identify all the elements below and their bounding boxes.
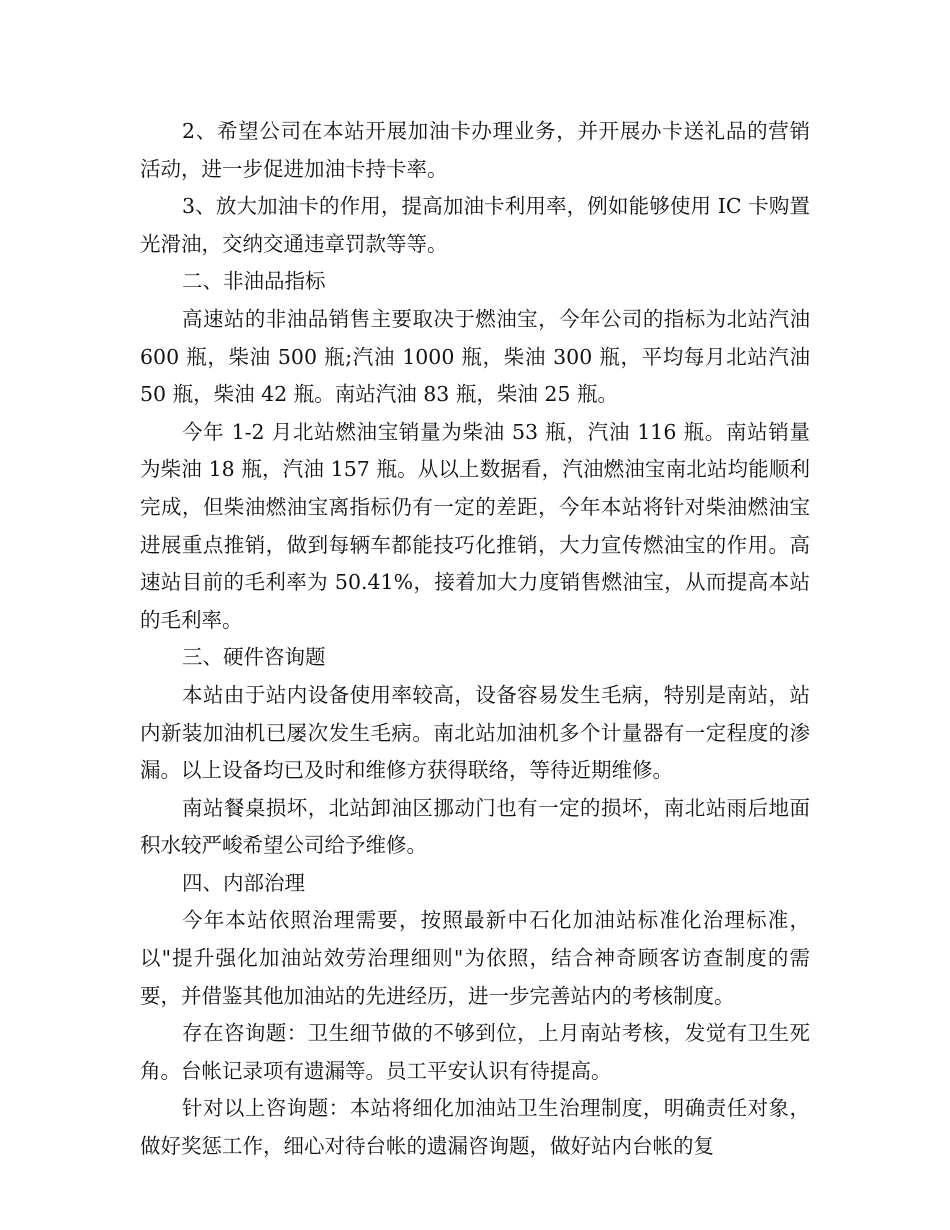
paragraph: 今年本站依照治理需要，按照最新中石化加油站标准化治理标准，以"提升强化加油站效劳治理细则"为依照，结合神奇顾客访查制度的需要，并借鉴其他加油站的先进经历，进一步完善站内的考核制度。 [140,908,810,1008]
paragraph: 高速站的非油品销售主要取决于燃油宝，今年公司的指标为北站汽油 600 瓶，柴油 500 瓶;汽油 1000 瓶，柴油 300 瓶，平均每月北站汽油 50 瓶，柴油 42 瓶。南站汽油 83 瓶，柴油 25 瓶。 [140,306,810,407]
paragraph: 3、放大加油卡的作用，提高加油卡利用率，例如能够使用 IC 卡购置光滑油，交纳交通违章罚款等等。 [140,194,810,256]
paragraph: 针对以上咨询题：本站将细化加油站卫生治理制度，明确责任对象，做好奖惩工作，细心对待台帐的遗漏咨询题，做好站内台帐的复 [140,1096,810,1159]
paragraph: 存在咨询题：卫生细节做的不够到位，上月南站考核，发觉有卫生死角。台帐记录项有遗漏等。员工平安认识有待提高。 [140,1021,810,1083]
section-heading: 四、内部治理 [182,870,305,895]
paragraph: 今年 1-2 月北站燃油宝销量为柴油 53 瓶，汽油 116 瓶。南站销量为柴油 18 瓶，汽油 157 瓶。从以上数据看，汽油燃油宝南北站均能顺利完成，但柴油燃油宝离指标仍有一定的差距，今年本站将针对柴油燃油宝进展重点推销，做到每辆车都能技巧化推销，大力宣传燃油宝的作用。高速站目前的毛利率为 50.41%，接着加大力度销售燃油宝，从而提高本站的毛利率。 [140,419,810,632]
paragraph: 南站餐桌损坏，北站卸油区挪动门也有一定的损坏，南北站雨后地面积水较严峻希望公司给予维修。 [140,795,810,858]
document-body [140,113,810,1166]
section-heading: 二、非油品指标 [182,269,326,294]
paragraph: 2、希望公司在本站开展加油卡办理业务，并开展办卡送礼品的营销活动，进一步促进加油卡持卡率。 [140,119,810,181]
section-heading: 三、硬件咨询题 [182,645,326,670]
paragraph: 本站由于站内设备使用率较高，设备容易发生毛病，特别是南站，站内新装加油机已屡次发生毛病。南北站加油机多个计量器有一定程度的渗漏。以上设备均已及时和维修方获得联络，等待近期维修。 [140,682,810,783]
